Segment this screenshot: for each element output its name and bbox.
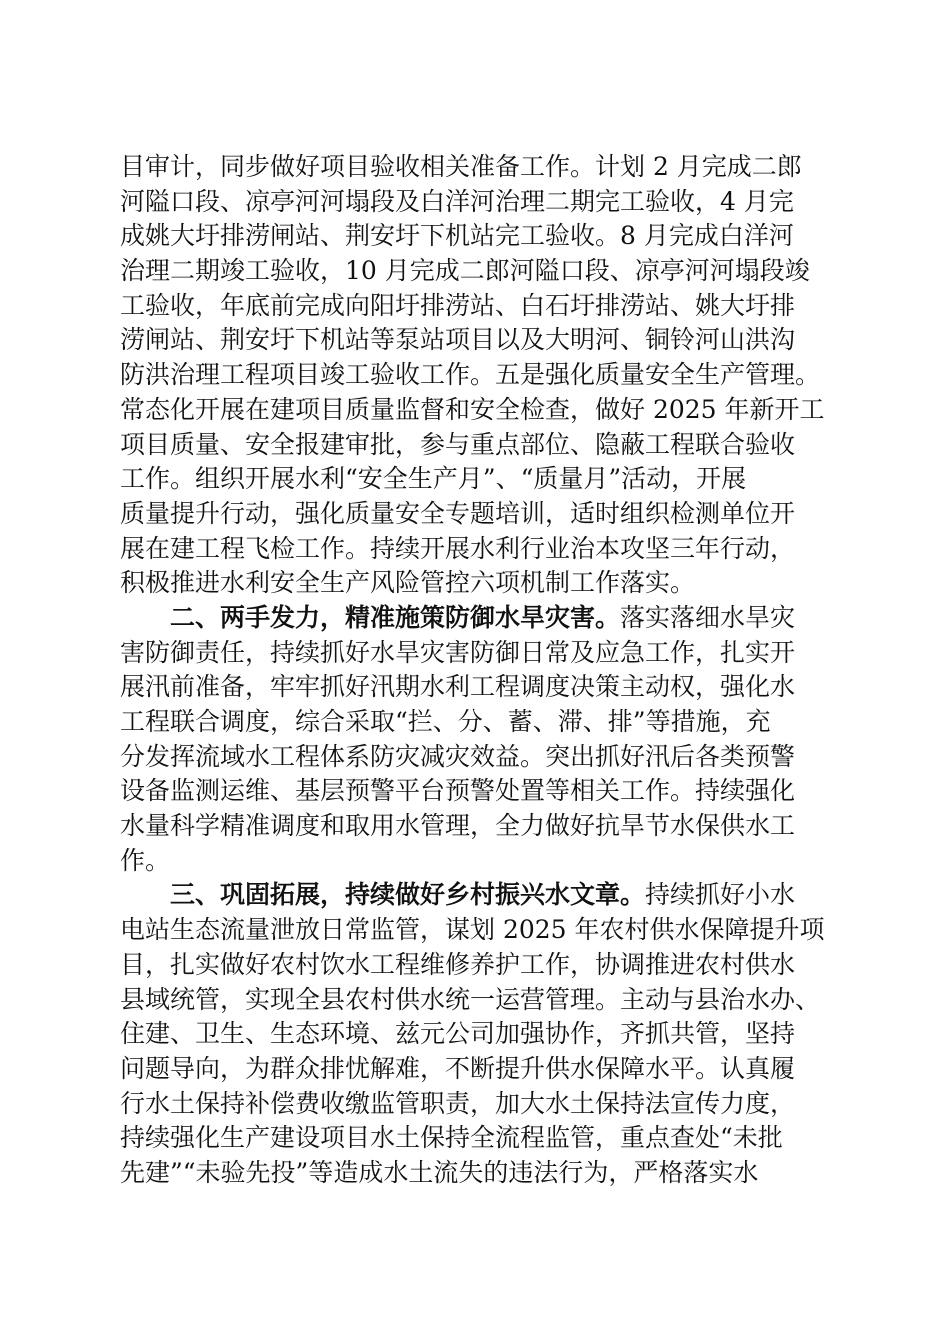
body-text: 作。 <box>120 845 171 875</box>
body-text: 持续强化生产建设项目水土保持全流程监管，重点查处“未批 <box>120 1123 783 1153</box>
body-text: 展在建工程飞检工作。持续开展水利行业治本攻坚三年行动， <box>120 533 796 563</box>
text-line <box>120 1156 840 1191</box>
body-text: 涝闸站、荆安圩下机站等泵站项目以及大明河、铜铃河山洪沟 <box>120 325 796 355</box>
text-line <box>120 948 840 983</box>
body-text: 治理二期竣工验收，10 月完成二郎河隘口段、凉亭河河塌段竣 <box>120 256 810 286</box>
body-text: 住建、卫生、生态环境、兹元公司加强协作，齐抓共管，坚持 <box>120 1019 796 1049</box>
text-line <box>120 428 840 463</box>
body-text: 工验收，年底前完成向阳圩排涝站、白石圩排涝站、姚大圩排 <box>120 290 796 320</box>
text-line <box>120 913 840 948</box>
paragraph <box>120 601 840 879</box>
text-line <box>120 219 840 254</box>
body-text: 行水土保持补偿费收缴监管职责，加大水土保持法宣传力度， <box>120 1088 796 1118</box>
text-line <box>120 983 840 1018</box>
text-line <box>120 532 840 567</box>
body-text: 水量科学精准调度和取用水管理，全力做好抗旱节水保供水工 <box>120 811 796 841</box>
body-text: 持续抓好小水 <box>645 880 796 910</box>
text-line <box>120 878 840 913</box>
text-line <box>120 740 840 775</box>
text-line <box>120 774 840 809</box>
text-line <box>120 185 840 220</box>
body-text: 积极推进水利安全生产风险管控六项机制工作落实。 <box>120 568 696 598</box>
body-text: 工作。组织开展水利“安全生产月”、“质量月”活动，开展 <box>120 464 747 494</box>
text-line <box>120 844 840 879</box>
text-line <box>120 1121 840 1156</box>
body-text: 先建”“未验先投”等造成水土流失的违法行为，严格落实水 <box>120 1157 759 1187</box>
document-body <box>120 150 840 1191</box>
text-line <box>120 150 840 185</box>
text-line <box>120 809 840 844</box>
text-line <box>120 1052 840 1087</box>
body-text: 分发挥流域水工程体系防灾减灾效益。突出抓好汛后各类预警 <box>120 741 796 771</box>
body-text: 常态化开展在建项目质量监督和安全检查，做好 2025 年新开工 <box>120 394 825 424</box>
section-heading: 二、两手发力，精准施策防御水旱灾害。 <box>170 602 621 632</box>
text-line <box>120 462 840 497</box>
body-text: 目，扎实做好农村饮水工程维修养护工作，协调推进农村供水 <box>120 949 796 979</box>
text-line <box>120 1087 840 1122</box>
text-line <box>120 497 840 532</box>
text-line <box>120 705 840 740</box>
body-text: 落实落细水旱灾 <box>620 602 796 632</box>
text-line <box>120 393 840 428</box>
body-text: 成姚大圩排涝闸站、荆安圩下机站完工验收。8 月完成白洋河 <box>120 221 794 251</box>
body-text: 问题导向，为群众排忧解难，不断提升供水保障水平。认真履 <box>120 1053 796 1083</box>
body-text: 电站生态流量泄放日常监管，谋划 2025 年农村供水保障提升项 <box>120 915 825 945</box>
body-text: 县域统管，实现全县农村供水统一运营管理。主动与县治水办、 <box>120 984 821 1014</box>
text-line <box>120 323 840 358</box>
body-text: 目审计，同步做好项目验收相关准备工作。计划 2 月完成二郎 <box>120 152 802 181</box>
text-line <box>120 601 840 636</box>
paragraph <box>120 878 840 1190</box>
body-text: 防洪治理工程项目竣工验收工作。五是强化质量安全生产管理。 <box>120 360 821 390</box>
text-line <box>120 566 840 601</box>
section-heading: 三、巩固拓展，持续做好乡村振兴水文章。 <box>170 880 646 910</box>
text-line <box>120 254 840 289</box>
body-text: 质量提升行动，强化质量安全专题培训，适时组织检测单位开 <box>120 498 796 528</box>
body-text: 展汛前准备，牢牢抓好汛期水利工程调度决策主动权，强化水 <box>120 672 796 702</box>
body-text: 项目质量、安全报建审批，参与重点部位、隐蔽工程联合验收 <box>120 429 796 459</box>
text-line <box>120 358 840 393</box>
body-text: 工程联合调度，综合采取“拦、分、蓄、滞、排”等措施，充 <box>120 707 771 736</box>
paragraph <box>120 150 840 601</box>
body-text: 河隘口段、凉亭河河塌段及白洋河治理二期完工验收，4 月完 <box>120 186 794 216</box>
text-line <box>120 636 840 671</box>
text-line <box>120 670 840 705</box>
text-line <box>120 289 840 324</box>
text-line <box>120 1017 840 1052</box>
body-text: 害防御责任，持续抓好水旱灾害防御日常及应急工作，扎实开 <box>120 637 796 667</box>
body-text: 设备监测运维、基层预警平台预警处置等相关工作。持续强化 <box>120 776 796 806</box>
